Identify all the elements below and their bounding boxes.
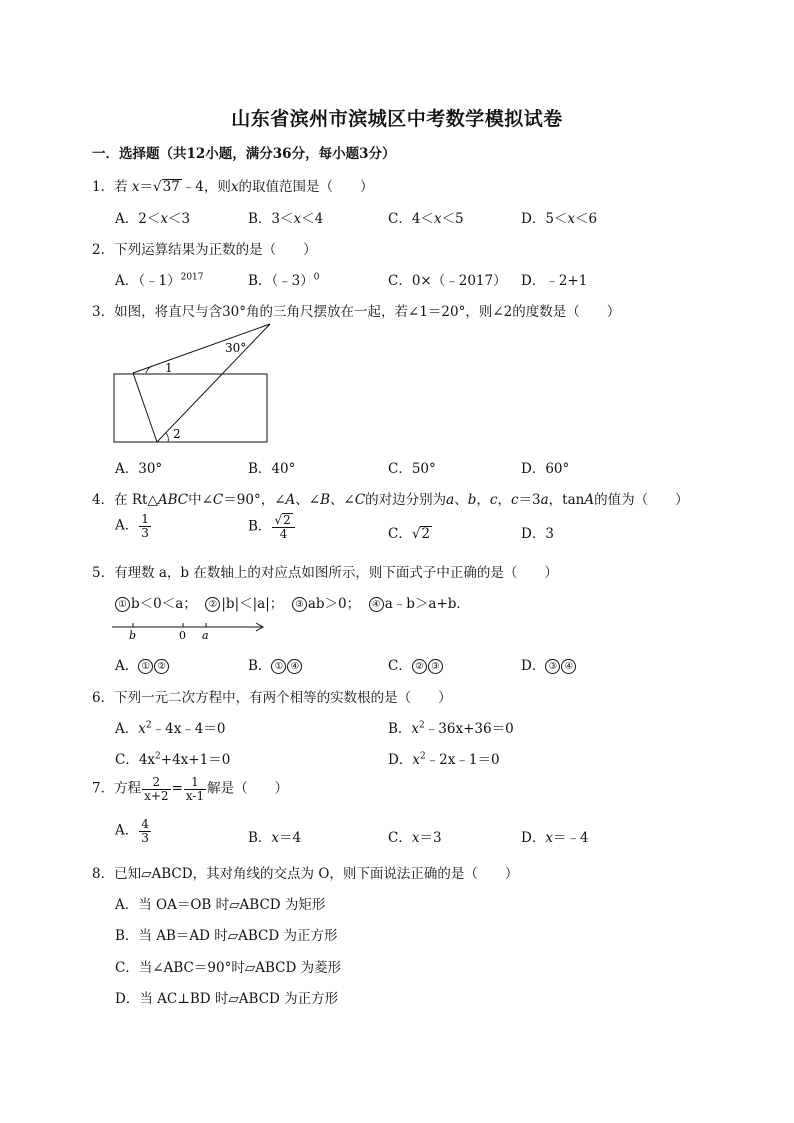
question-5-stem: 5．有理数 a，b 在数轴上的对应点如图所示，则下面式子中正确的是（ ） [92, 565, 558, 581]
question-2-option-c[interactable]: C．0×（﹣2017） [388, 273, 507, 289]
question-3-option-a[interactable]: A．30° [115, 461, 163, 477]
label-a: a [202, 629, 209, 642]
sqrt-radicand: 37 [162, 179, 180, 195]
label-zero: 0 [179, 629, 186, 642]
question-2-option-d[interactable]: D．﹣2+1 [521, 273, 588, 289]
page-title: 山东省滨州市滨城区中考数学模拟试卷 [231, 108, 563, 130]
question-5-option-b[interactable]: B． ① ④ [248, 654, 303, 674]
label-b: b [129, 629, 137, 642]
question-7-stem: 7．方程 $\frac{2}{x+2}$ = $\frac{1}{x-1}$ 解是（ ） [92, 775, 289, 803]
question-2-option-a[interactable]: A．（﹣1）$^{2017}$ [115, 272, 204, 289]
question-8-option-a[interactable]: A．当 OA＝OB 时▱ABCD 为矩形 [115, 897, 326, 913]
question-6-option-c[interactable]: C．$4x^2+4x+1=0$ [115, 751, 231, 768]
section-heading: 一．选择题（共12小题，满分36分，每小题3分） [92, 146, 396, 162]
question-7-option-c[interactable]: C．x＝3 [388, 830, 442, 846]
question-8-option-c[interactable]: C．当∠ABC＝90°时▱ABCD 为菱形 [115, 960, 342, 976]
question-7-option-a[interactable]: A． $\frac{4}{3}$ [115, 817, 149, 845]
question-4-option-a[interactable]: A． $\frac{1}{3}$ [115, 512, 149, 540]
angle-30-label: 30° [225, 341, 247, 355]
question-6-option-d[interactable]: D．$x^2﹣2x﹣1=0$ [388, 751, 500, 768]
question-3-option-d[interactable]: D．60° [521, 461, 570, 477]
question-6-option-b[interactable]: B．$x^2﹣36x+36=0$ [388, 720, 514, 737]
question-5-option-a[interactable]: A． ① ② [115, 654, 170, 674]
question-5-option-d[interactable]: D． ③ ④ [521, 654, 577, 674]
angle-2-arc [166, 433, 168, 442]
question-1-option-b[interactable]: B．3＜x＜4 [248, 211, 324, 227]
question-2-option-b[interactable]: B．（﹣3）$^0$ [248, 272, 320, 289]
angle-1-label: 1 [165, 361, 173, 375]
question-1-option-c[interactable]: C．4＜x＜5 [388, 211, 464, 227]
question-4-stem: 4．在 Rt△ABC中∠C＝90°，∠A、∠B、∠C的对边分别为a、b，c，c＝3a，tanA的值为（ ） [92, 492, 689, 508]
question-7-option-b[interactable]: B．x＝4 [248, 830, 302, 846]
number-line-figure [110, 614, 270, 644]
ruler-triangle-figure [108, 322, 278, 448]
question-4-option-c[interactable]: C．√2 [388, 526, 431, 542]
question-7-option-d[interactable]: D．x＝﹣4 [521, 830, 589, 846]
question-3-stem: 3．如图，将直尺与含30°角的三角尺摆放在一起，若∠1＝20°，则∠2的度数是（ ） [92, 304, 621, 320]
angle-2-label: 2 [173, 427, 181, 441]
question-6-option-a[interactable]: A．$x^2﹣4x﹣4=0$ [115, 720, 226, 737]
question-1-stem: 1．若 x＝√37 ﹣4，则x的取值范围是（ ） [92, 179, 374, 195]
triangle-shape [133, 324, 270, 442]
question-2-stem: 2．下列运算结果为正数的是（ ） [92, 242, 317, 258]
question-5-option-c[interactable]: C． ② ③ [388, 654, 444, 674]
question-3-option-b[interactable]: B．40° [248, 461, 296, 477]
question-8-stem: 8．已知▱ABCD，其对角线的交点为 O，则下面说法正确的是（ ） [92, 866, 519, 882]
question-4-option-b[interactable]: B． $\frac{√2}{4}$ [248, 513, 296, 541]
question-1-option-d[interactable]: D．5＜x＜6 [521, 211, 598, 227]
question-6-stem: 6．下列一元二次方程中，有两个相等的实数根的是（ ） [92, 690, 452, 706]
question-4-option-d[interactable]: D．3 [521, 526, 554, 542]
question-1-option-a[interactable]: A．2＜x＜3 [115, 211, 191, 227]
question-3-option-c[interactable]: C．50° [388, 461, 436, 477]
question-8-option-d[interactable]: D．当 AC⊥BD 时▱ABCD 为正方形 [115, 991, 339, 1007]
question-8-option-b[interactable]: B．当 AB＝AD 时▱ABCD 为正方形 [115, 928, 338, 944]
question-5-statements: ① b＜0＜a； ② |b|＜|a|； ③ ab＞0； ④ a﹣b＞a+b． [115, 592, 470, 612]
